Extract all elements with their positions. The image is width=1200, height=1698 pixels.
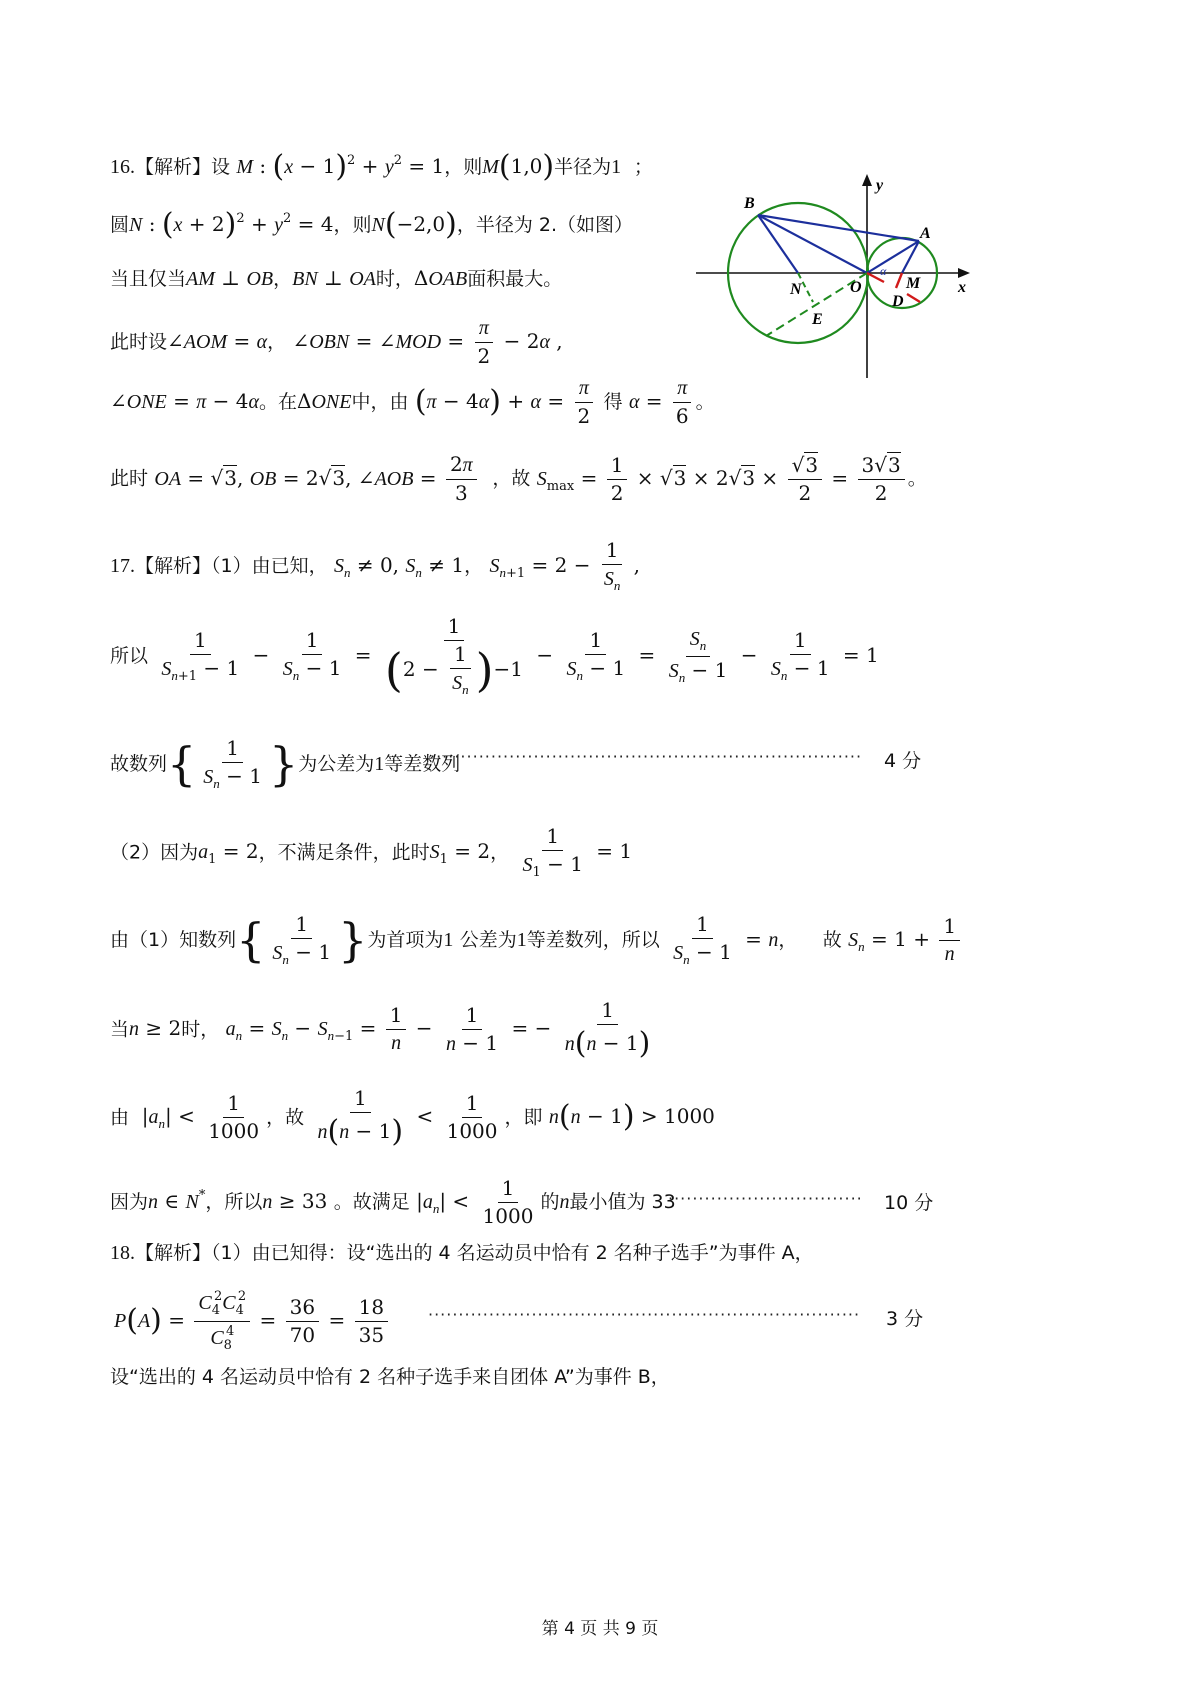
marker-D2-red <box>907 294 920 302</box>
label-A: A <box>920 225 931 242</box>
score-10: 10 分 <box>884 1192 934 1214</box>
text: ，即 <box>504 1106 543 1129</box>
text: 公差为 <box>459 928 517 951</box>
math-sn-formula: $S_n = 1$ + $\frac{1}{n}$ <box>848 927 963 951</box>
math-sequence-set: { $\frac{1}{S_n - 1}$ } <box>167 736 299 791</box>
q18-line-2 <box>114 1290 391 1352</box>
math-circle-M: M : $(x - 1)^2 + y^2 = 1$ <box>236 149 445 184</box>
q18-number: 18. <box>110 1242 135 1264</box>
q17-line-4 <box>110 826 632 880</box>
text: ， <box>273 268 293 290</box>
math-lengths: OA = √3, OB = 2√3, ∠AOB = $\frac{2\pi}{3}$ <box>154 466 479 490</box>
math-product-ineq: n(n − 1) > 1000 <box>548 1099 715 1135</box>
text: 当 <box>110 1018 130 1041</box>
text: ， <box>490 841 510 864</box>
text: （2）因为 <box>110 841 199 864</box>
text: 得 <box>603 391 623 413</box>
text: 最小值为 33 <box>569 1191 676 1213</box>
q18-line-1 <box>110 1242 814 1263</box>
score-3: 3 分 <box>886 1308 924 1330</box>
q16-line-6 <box>110 454 927 504</box>
q16-number: 16. <box>110 156 135 178</box>
math-probability-A: P(A) = $\frac{C_4^2C_4^2}{C_8^4}$ = $\frac{36}{70}$ = $\frac{18}{35}$ <box>114 1308 391 1332</box>
q18-line-3 <box>110 1366 670 1387</box>
math-abs-an: $|a_n|$ < $\frac{1}{1000}$ <box>141 1091 260 1144</box>
text: 1 <box>443 928 454 951</box>
marker-D-red <box>896 273 902 288</box>
math-n-ge-2: n ≥ 2 <box>129 1016 182 1041</box>
math-inequality: $\frac{1}{n(n - 1)}$ < $\frac{1}{1000}$ <box>317 1086 498 1149</box>
page-footer: 第 4 页 共 9 页 <box>541 1619 659 1639</box>
math-circle-N: N : $(x + 2)^2 + y^2 = 4$ <box>129 207 334 242</box>
q17-line-7 <box>110 1088 715 1148</box>
text: 半径为 <box>554 156 612 178</box>
math-abs-an-2: $|a_n|$ < $\frac{1}{1000}$ <box>416 1176 534 1228</box>
text: ， <box>267 331 287 353</box>
text: 。故满足 <box>333 1191 410 1213</box>
math-alpha-value: α = $\frac{\pi}{6}$ <box>629 389 696 413</box>
q17-line-5 <box>110 914 963 967</box>
text: 此时 <box>110 467 149 490</box>
math-triangle-OAB: ΔOAB <box>413 266 468 290</box>
q16-line-4 <box>110 318 563 367</box>
math-point-N: N(−2,0) <box>371 207 457 242</box>
q16-line-1 <box>110 149 653 184</box>
math-angle-ONE: ∠ONE = π − 4α <box>110 389 259 413</box>
text: 的 <box>540 1191 560 1213</box>
label-E: E <box>812 311 823 328</box>
score-4: 4 分 <box>884 750 922 772</box>
text: 因为 <box>110 1191 149 1213</box>
text: ，故 <box>266 1106 305 1129</box>
text: 故 <box>822 928 842 951</box>
text: 1 <box>374 752 385 775</box>
text: 设 <box>211 156 231 178</box>
text: 所以 <box>110 644 149 667</box>
text: 1 <box>611 156 622 178</box>
q16-tag: 【解析】 <box>135 156 212 178</box>
label-y: y <box>876 177 884 194</box>
label-D: D <box>892 293 904 310</box>
q17-tag: 【解析】 <box>135 554 212 577</box>
q17-number: 17. <box>110 554 135 577</box>
math-point-M: M(1,0) <box>482 149 555 184</box>
text: 圆 <box>110 214 130 236</box>
text: 故数列 <box>110 752 168 775</box>
text: ，不满足条件，此时 <box>258 841 430 864</box>
text: 等差数列，所以 <box>526 928 660 951</box>
text: 。 <box>907 467 927 490</box>
math-n-ge-33: n ≥ 33 <box>262 1189 328 1213</box>
math-angle-AOM: ∠AOM = α <box>167 329 268 353</box>
q17-line-6 <box>110 1000 657 1060</box>
text: 由 <box>110 1106 130 1129</box>
math-am-perp-ob: AM ⊥ OB <box>186 266 274 290</box>
q17-line-1 <box>110 540 640 593</box>
text: ， <box>464 554 484 577</box>
text: ，所以 <box>205 1191 263 1213</box>
math-an-formula: $a_n = S_n - S_{n-1}$ = $\frac{1}{n}$ − $\frac{1}{n - 1}$ = − $\frac{1}{n(n - 1)}$ <box>225 998 651 1061</box>
math-angle-OBN: ∠OBN = ∠MOD = $\frac{\pi}{2}$ − 2α , <box>292 317 563 368</box>
text: 等差数列 <box>384 752 461 775</box>
text: ，故 <box>492 467 531 490</box>
text: 由（1）知数列 <box>110 928 237 951</box>
text: 中，由 <box>351 391 409 413</box>
q17-line-2 <box>110 616 879 697</box>
text: 时， <box>181 1018 220 1041</box>
label-alpha: α <box>880 264 887 278</box>
math-triangle-ONE: ΔONE <box>297 389 352 413</box>
label-N: N <box>790 281 802 298</box>
math-bn-perp-oa: BN ⊥ OA <box>292 266 376 290</box>
q18-tag: 【解析】 <box>135 1242 212 1264</box>
math-sn-conditions: $S_n \ne 0$, $S_n \ne 1$ <box>333 552 465 580</box>
q17-line-3 <box>110 738 460 791</box>
text: （1）由已知得：设“选出的 4 名运动员中恰有 2 名种子选手”为事件 A， <box>211 1242 814 1264</box>
text: 为首项为 <box>367 928 444 951</box>
math-equals-n: $\frac{1}{S_n - 1}$ = n <box>673 912 779 967</box>
dotted-leader: ······································································· <box>428 1305 861 1324</box>
segment-BN <box>758 215 798 273</box>
text: ， <box>778 928 798 951</box>
math-smax: $S_{max}$ = $\frac{1}{2}$ × √3 × 2√3 × $\frac{√3}{2}$ = $\frac{3√3}{2}$ <box>537 466 908 490</box>
q16-line-5 <box>110 378 715 427</box>
text: ，则 <box>444 156 483 178</box>
text: 时， <box>375 268 414 290</box>
math-difference: $\frac{1}{S_{n+1} - 1}$ − $\frac{1}{S_n - 1}$ = 1 (2 − $\frac{1}{S_n}$ )−1 − $\frac{1}{S_n - 1}$ = $\frac{S_n}{S_n - 1}$ − $\frac{1}{S_n - 1}$ = 1 <box>161 614 879 697</box>
y-axis-arrow-icon <box>862 174 872 186</box>
math-recurrence: $S_{n+1} = 2$ − $\frac{1}{S_n}$ , <box>489 538 641 593</box>
q16-line-2 <box>110 207 634 242</box>
q16-line-3 <box>110 268 562 289</box>
label-O: O <box>850 279 862 296</box>
math-s1-fraction: $\frac{1}{S_1 - 1}$ = 1 <box>522 824 633 880</box>
text: 为公差为 <box>298 752 375 775</box>
label-B: B <box>744 195 755 212</box>
label-M: M <box>906 275 921 292</box>
math-s1: $S_1 = 2$ <box>429 839 491 868</box>
text: 设“选出的 4 名运动员中恰有 2 名种子选手来自团体 A”为事件 B， <box>110 1366 670 1388</box>
text: 1 <box>516 928 527 951</box>
text: ； <box>633 156 653 178</box>
geometry-figure <box>744 177 1000 395</box>
text: ，则 <box>333 214 372 236</box>
text: 此时设 <box>110 331 168 353</box>
q17-line-8: 因为n ∈ N*，所以n ≥ 33 。故满足 $|a_n|$ < $\frac{1}{1000}$ 的n最小值为 33 <box>110 1176 676 1228</box>
x-axis-arrow-icon <box>958 268 970 278</box>
text: 当且仅当 <box>110 268 187 290</box>
text: 。在 <box>258 391 297 413</box>
text: 面积最大。 <box>467 268 563 290</box>
text: ，半径为 2.（如图） <box>456 214 634 236</box>
math-angle-sum: (π − 4α) + α = $\frac{\pi}{2}$ <box>415 389 597 413</box>
dotted-leader: ······································································· <box>430 747 863 766</box>
label-x: x <box>958 279 966 296</box>
text: （1）由已知， <box>211 554 328 577</box>
math-n-in-N: n ∈ N* <box>148 1188 206 1213</box>
math-sequence-set-2: { $\frac{1}{S_n - 1}$ } <box>236 912 368 967</box>
math-a1: $a_1 = 2$ <box>198 839 259 868</box>
dotted-leader: ································ <box>668 1189 863 1208</box>
text: 。 <box>695 391 715 413</box>
